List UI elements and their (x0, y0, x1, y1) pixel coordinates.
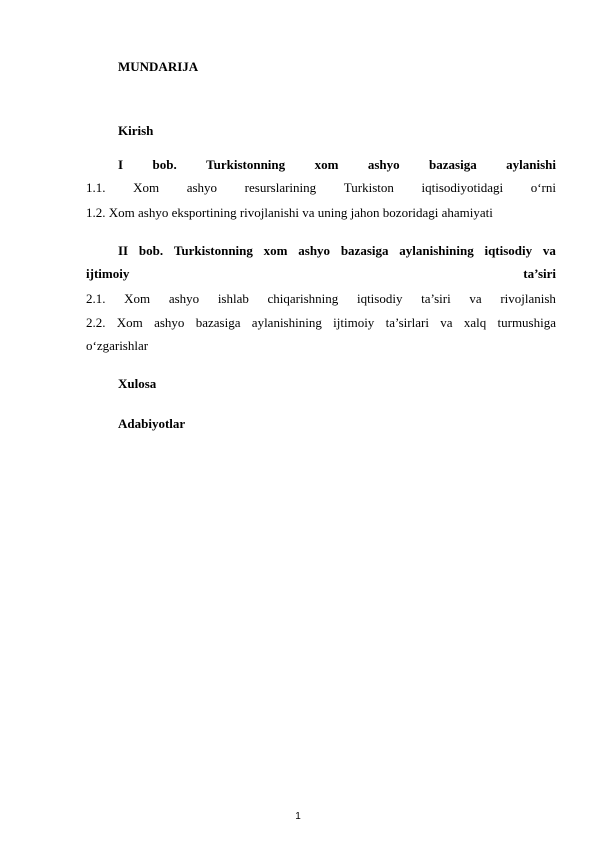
word: Xom (116, 315, 143, 330)
word: aylanishi (506, 157, 556, 172)
word: turmushiga (497, 315, 556, 330)
word: I (118, 157, 124, 172)
word: xalq (463, 315, 487, 330)
word: resurslarining (244, 180, 317, 195)
toc-entry-2-1 (86, 291, 556, 307)
word: 2.2. (86, 315, 106, 330)
word: xom (263, 243, 288, 258)
word: xom (314, 157, 339, 172)
word: Xom (124, 291, 151, 306)
word: chiqarishning (267, 291, 339, 306)
word: ijtimoiy (333, 315, 375, 330)
word: bazasiga (429, 157, 477, 172)
word: ashyo (186, 180, 218, 195)
toc-chapter-1-title (118, 157, 556, 173)
toc-entry-1-1 (86, 180, 556, 196)
word: iqtisodiyotidagi (421, 180, 504, 195)
word: bob. (152, 157, 177, 172)
table-of-contents-heading: MUNDARIJA (118, 59, 199, 74)
word: va (469, 291, 482, 306)
word: 1.1. (86, 180, 106, 195)
word: Xom (133, 180, 160, 195)
word: rivojlanish (500, 291, 556, 306)
word: II (118, 243, 129, 258)
word: Turkistonning (173, 243, 253, 258)
page-number: 1 (295, 811, 301, 822)
toc-entry-introduction: Kirish (118, 123, 154, 138)
word: bazasiga (195, 315, 241, 330)
word: o‘rni (530, 180, 556, 195)
toc-chapter-2-title-line-2 (86, 266, 556, 282)
word: ashyo (298, 243, 331, 258)
toc-entry-2-2-line-1 (86, 315, 556, 331)
toc-chapter-2-title-line-1 (118, 243, 556, 259)
word: ta’sirlari (385, 315, 429, 330)
word: ijtimoiy (86, 266, 130, 281)
word: ishlab (217, 291, 249, 306)
toc-entry-1-2: 1.2. Xom ashyo eksportining rivojlanishi va uning jahon bozoridagi ahamiyati (86, 205, 493, 220)
word: bob. (138, 243, 164, 258)
word: 2.1. (86, 291, 106, 306)
word: aylanishining (399, 243, 474, 258)
toc-entry-references: Adabiyotlar (118, 416, 186, 431)
word: aylanishining (251, 315, 322, 330)
word: va (440, 315, 453, 330)
word: iqtisodiy (356, 291, 403, 306)
word: iqtisodiy (484, 243, 533, 258)
word: va (542, 243, 556, 258)
word: ta’siri (421, 291, 451, 306)
word: ashyo (168, 291, 200, 306)
word: bazasiga (340, 243, 389, 258)
word: ashyo (367, 157, 400, 172)
word: ashyo (154, 315, 185, 330)
word: ta’siri (523, 266, 556, 281)
toc-entry-conclusion: Xulosa (118, 376, 157, 391)
word: Turkiston (343, 180, 394, 195)
toc-entry-2-2-line-2: o‘zgarishlar (86, 338, 149, 353)
word: Turkistonning (206, 157, 286, 172)
